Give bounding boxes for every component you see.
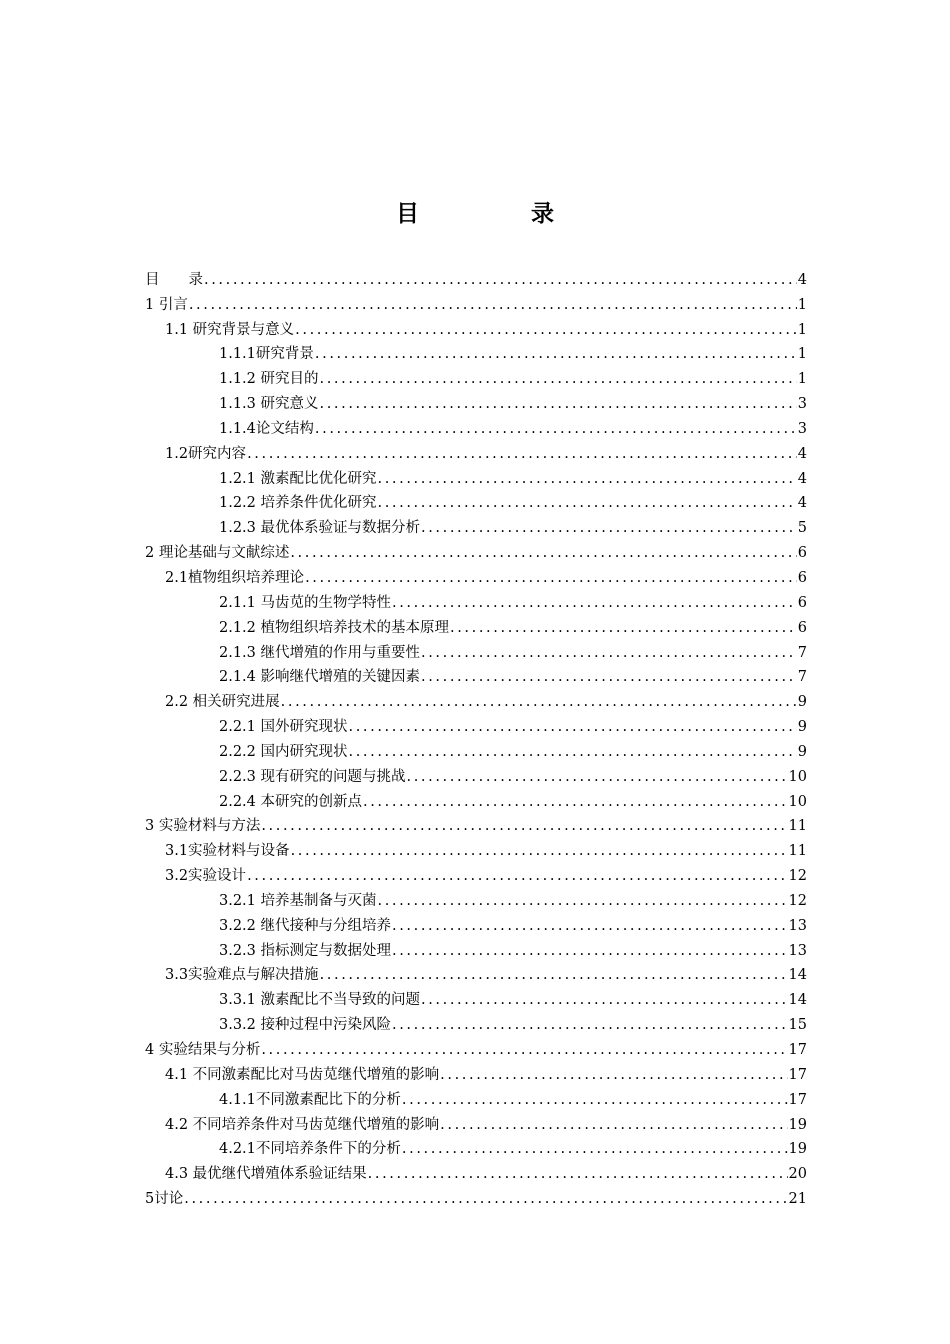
toc-entry[interactable] bbox=[145, 612, 807, 637]
toc-entry-label: 1.1.3 研究意义 bbox=[219, 396, 319, 413]
toc-dot-leader bbox=[291, 842, 788, 860]
toc-entry-label: 2.2.4 本研究的创新点 bbox=[219, 793, 363, 810]
toc-entry-page-number: 1 bbox=[797, 371, 807, 388]
toc-entry[interactable] bbox=[145, 339, 807, 364]
toc-dot-leader bbox=[247, 445, 797, 463]
toc-entry[interactable] bbox=[145, 736, 807, 761]
toc-entry-label: 3.2实验设计 bbox=[165, 868, 247, 885]
toc-entry-page-number: 17 bbox=[788, 1091, 807, 1108]
toc-entry-label: 目 录 bbox=[145, 271, 203, 288]
toc-entry[interactable] bbox=[145, 363, 807, 388]
toc-dot-leader bbox=[204, 271, 797, 289]
toc-entry[interactable] bbox=[145, 686, 807, 711]
toc-dot-leader bbox=[440, 1116, 787, 1134]
toc-dot-leader bbox=[247, 867, 787, 885]
toc-entry-label: 5讨论 bbox=[145, 1191, 184, 1208]
toc-entry[interactable] bbox=[145, 537, 807, 562]
toc-entry-label: 2 理论基础与文献综述 bbox=[145, 545, 290, 562]
toc-entry-page-number: 13 bbox=[788, 942, 807, 959]
toc-entry-page-number: 14 bbox=[788, 992, 807, 1009]
table-of-contents bbox=[145, 264, 807, 1208]
toc-dot-leader bbox=[189, 296, 797, 314]
toc-dot-leader bbox=[402, 1140, 788, 1158]
toc-entry[interactable] bbox=[145, 1034, 807, 1059]
toc-dot-leader bbox=[305, 569, 797, 587]
toc-dot-leader bbox=[290, 544, 796, 562]
toc-entry[interactable] bbox=[145, 935, 807, 960]
toc-entry-label: 4 实验结果与分析 bbox=[145, 1042, 261, 1058]
toc-entry-page-number: 4 bbox=[797, 271, 807, 288]
toc-entry-label: 4.2 不同培养条件对马齿苋继代增殖的影响 bbox=[165, 1116, 440, 1133]
toc-entry[interactable] bbox=[145, 960, 807, 985]
toc-entry-page-number: 21 bbox=[788, 1191, 807, 1208]
toc-entry-page-number: 11 bbox=[788, 818, 807, 835]
toc-dot-leader bbox=[421, 644, 797, 662]
toc-entry-page-number: 10 bbox=[788, 793, 807, 810]
toc-entry-page-number: 17 bbox=[788, 1042, 807, 1058]
toc-entry-page-number: 3 bbox=[797, 396, 807, 413]
toc-entry-label: 1.2.2 培养条件优化研究 bbox=[219, 495, 377, 512]
toc-entry[interactable] bbox=[145, 388, 807, 413]
toc-entry-label: 2.2.3 现有研究的问题与挑战 bbox=[219, 768, 406, 785]
toc-dot-leader bbox=[378, 470, 797, 488]
toc-entry-page-number: 9 bbox=[797, 694, 807, 711]
toc-dot-leader bbox=[421, 991, 788, 1009]
toc-dot-leader bbox=[392, 917, 788, 935]
toc-entry[interactable] bbox=[145, 488, 807, 513]
toc-dot-leader bbox=[184, 1190, 787, 1208]
toc-entry-page-number: 7 bbox=[797, 669, 807, 686]
toc-entry-label: 3 实验材料与方法 bbox=[145, 818, 261, 835]
toc-dot-leader bbox=[320, 966, 788, 984]
toc-entry[interactable] bbox=[145, 289, 807, 314]
toc-entry-label: 3.3.2 接种过程中污染风险 bbox=[219, 1017, 392, 1034]
toc-entry-page-number: 15 bbox=[788, 1017, 807, 1034]
toc-entry-page-number: 7 bbox=[797, 644, 807, 661]
toc-entry-label: 1.1.2 研究目的 bbox=[219, 371, 319, 388]
toc-entry-page-number: 4 bbox=[797, 470, 807, 487]
toc-dot-leader bbox=[349, 743, 797, 761]
toc-entry-page-number: 12 bbox=[788, 868, 807, 885]
toc-entry-page-number: 6 bbox=[797, 569, 807, 586]
toc-entry-page-number: 3 bbox=[797, 420, 807, 437]
toc-entry[interactable] bbox=[145, 1134, 807, 1159]
toc-entry-page-number: 5 bbox=[797, 520, 807, 537]
toc-entry[interactable] bbox=[145, 562, 807, 587]
toc-entry[interactable] bbox=[145, 587, 807, 612]
toc-entry-page-number: 4 bbox=[797, 495, 807, 512]
toc-entry[interactable] bbox=[145, 662, 807, 687]
toc-entry-page-number: 6 bbox=[797, 619, 807, 636]
toc-entry-label: 2.2.2 国内研究现状 bbox=[219, 743, 348, 760]
toc-dot-leader bbox=[320, 370, 797, 388]
toc-entry-page-number: 11 bbox=[788, 843, 807, 860]
toc-entry-label: 3.2.3 指标测定与数据处理 bbox=[219, 942, 392, 959]
toc-entry-label: 2.1.4 影响继代增殖的关键因素 bbox=[219, 669, 421, 686]
toc-entry-page-number: 10 bbox=[788, 768, 807, 785]
toc-entry-page-number: 6 bbox=[797, 545, 807, 562]
toc-dot-leader bbox=[378, 494, 797, 512]
toc-dot-leader bbox=[363, 793, 788, 811]
toc-dot-leader bbox=[407, 768, 788, 786]
toc-entry-label: 1.2.3 最优体系验证与数据分析 bbox=[219, 520, 421, 537]
toc-entry-page-number: 13 bbox=[788, 917, 807, 934]
toc-entry-label: 2.1.3 继代增殖的作用与重要性 bbox=[219, 644, 421, 661]
toc-entry-page-number: 14 bbox=[788, 967, 807, 984]
toc-dot-leader bbox=[440, 1066, 787, 1084]
toc-entry[interactable] bbox=[145, 711, 807, 736]
toc-entry[interactable] bbox=[145, 512, 807, 537]
toc-entry-page-number: 9 bbox=[797, 743, 807, 760]
toc-entry-page-number: 1 bbox=[797, 296, 807, 313]
toc-entry[interactable] bbox=[145, 1009, 807, 1034]
toc-entry-page-number: 4 bbox=[797, 445, 807, 462]
toc-dot-leader bbox=[450, 619, 797, 637]
toc-entry[interactable] bbox=[145, 860, 807, 885]
toc-entry-label: 4.1.1不同激素配比下的分析 bbox=[219, 1091, 401, 1108]
toc-dot-leader bbox=[378, 892, 788, 910]
toc-dot-leader bbox=[295, 321, 797, 339]
toc-entry[interactable] bbox=[145, 413, 807, 438]
toc-entry-label: 1.2.1 激素配比优化研究 bbox=[219, 470, 377, 487]
toc-entry-page-number: 1 bbox=[797, 346, 807, 363]
toc-dot-leader bbox=[315, 345, 797, 363]
toc-entry-page-number: 12 bbox=[788, 892, 807, 909]
toc-entry-label: 2.1.2 植物组织培养技术的基本原理 bbox=[219, 619, 450, 636]
toc-entry-label: 2.2.1 国外研究现状 bbox=[219, 719, 348, 736]
toc-entry[interactable] bbox=[145, 1109, 807, 1134]
toc-entry-label: 1.1.1研究背景 bbox=[219, 346, 314, 363]
toc-entry-page-number: 17 bbox=[788, 1066, 807, 1083]
toc-dot-leader bbox=[261, 1041, 787, 1059]
toc-dot-leader bbox=[392, 594, 797, 612]
toc-entry-page-number: 19 bbox=[788, 1116, 807, 1133]
toc-entry-label: 1.2研究内容 bbox=[165, 445, 247, 462]
toc-dot-leader bbox=[368, 1165, 788, 1183]
toc-entry[interactable] bbox=[145, 786, 807, 811]
toc-dot-leader bbox=[421, 519, 797, 537]
toc-entry-label: 1.1.4论文结构 bbox=[219, 420, 314, 437]
toc-entry[interactable] bbox=[145, 910, 807, 935]
toc-entry[interactable] bbox=[145, 463, 807, 488]
toc-entry-label: 2.1.1 马齿苋的生物学特性 bbox=[219, 594, 392, 611]
toc-dot-leader bbox=[349, 718, 797, 736]
toc-entry-page-number: 20 bbox=[788, 1166, 807, 1183]
toc-entry[interactable] bbox=[145, 438, 807, 463]
toc-dot-leader bbox=[261, 817, 787, 835]
toc-entry[interactable] bbox=[145, 761, 807, 786]
toc-entry-label: 2.2 相关研究进展 bbox=[165, 694, 280, 711]
toc-entry[interactable] bbox=[145, 1183, 807, 1208]
toc-entry[interactable] bbox=[145, 984, 807, 1009]
toc-entry[interactable] bbox=[145, 1059, 807, 1084]
toc-dot-leader bbox=[315, 420, 797, 438]
toc-entry[interactable] bbox=[145, 1158, 807, 1183]
toc-dot-leader bbox=[392, 1016, 788, 1034]
toc-entry-page-number: 9 bbox=[797, 719, 807, 736]
toc-entry-label: 2.1植物组织培养理论 bbox=[165, 569, 305, 586]
toc-entry[interactable] bbox=[145, 637, 807, 662]
toc-entry-label: 3.2.2 继代接种与分组培养 bbox=[219, 917, 392, 934]
toc-dot-leader bbox=[402, 1091, 788, 1109]
toc-entry-page-number: 19 bbox=[788, 1141, 807, 1158]
toc-entry[interactable] bbox=[145, 1084, 807, 1109]
toc-entry-label: 1.1 研究背景与意义 bbox=[165, 321, 295, 338]
toc-entry-label: 3.3实验难点与解决措施 bbox=[165, 967, 319, 984]
toc-entry[interactable] bbox=[145, 264, 807, 289]
toc-entry-label: 3.3.1 激素配比不当导致的问题 bbox=[219, 992, 421, 1009]
toc-entry-label: 3.1实验材料与设备 bbox=[165, 843, 290, 860]
toc-entry-label: 4.1 不同激素配比对马齿苋继代增殖的影响 bbox=[165, 1066, 440, 1083]
toc-entry[interactable] bbox=[145, 811, 807, 836]
toc-entry[interactable] bbox=[145, 835, 807, 860]
toc-entry[interactable] bbox=[145, 314, 807, 339]
toc-entry[interactable] bbox=[145, 885, 807, 910]
page-title: 目 录 bbox=[395, 201, 606, 227]
toc-dot-leader bbox=[320, 395, 797, 413]
toc-dot-leader bbox=[392, 942, 788, 960]
toc-entry-label: 1 引言 bbox=[145, 296, 188, 313]
toc-dot-leader bbox=[421, 668, 797, 686]
toc-entry-label: 4.3 最优继代增殖体系验证结果 bbox=[165, 1166, 367, 1183]
toc-dot-leader bbox=[281, 693, 797, 711]
toc-entry-page-number: 1 bbox=[797, 321, 807, 338]
toc-entry-page-number: 6 bbox=[797, 594, 807, 611]
toc-entry-label: 4.2.1不同培养条件下的分析 bbox=[219, 1141, 401, 1158]
toc-entry-label: 3.2.1 培养基制备与灭菌 bbox=[219, 892, 377, 909]
